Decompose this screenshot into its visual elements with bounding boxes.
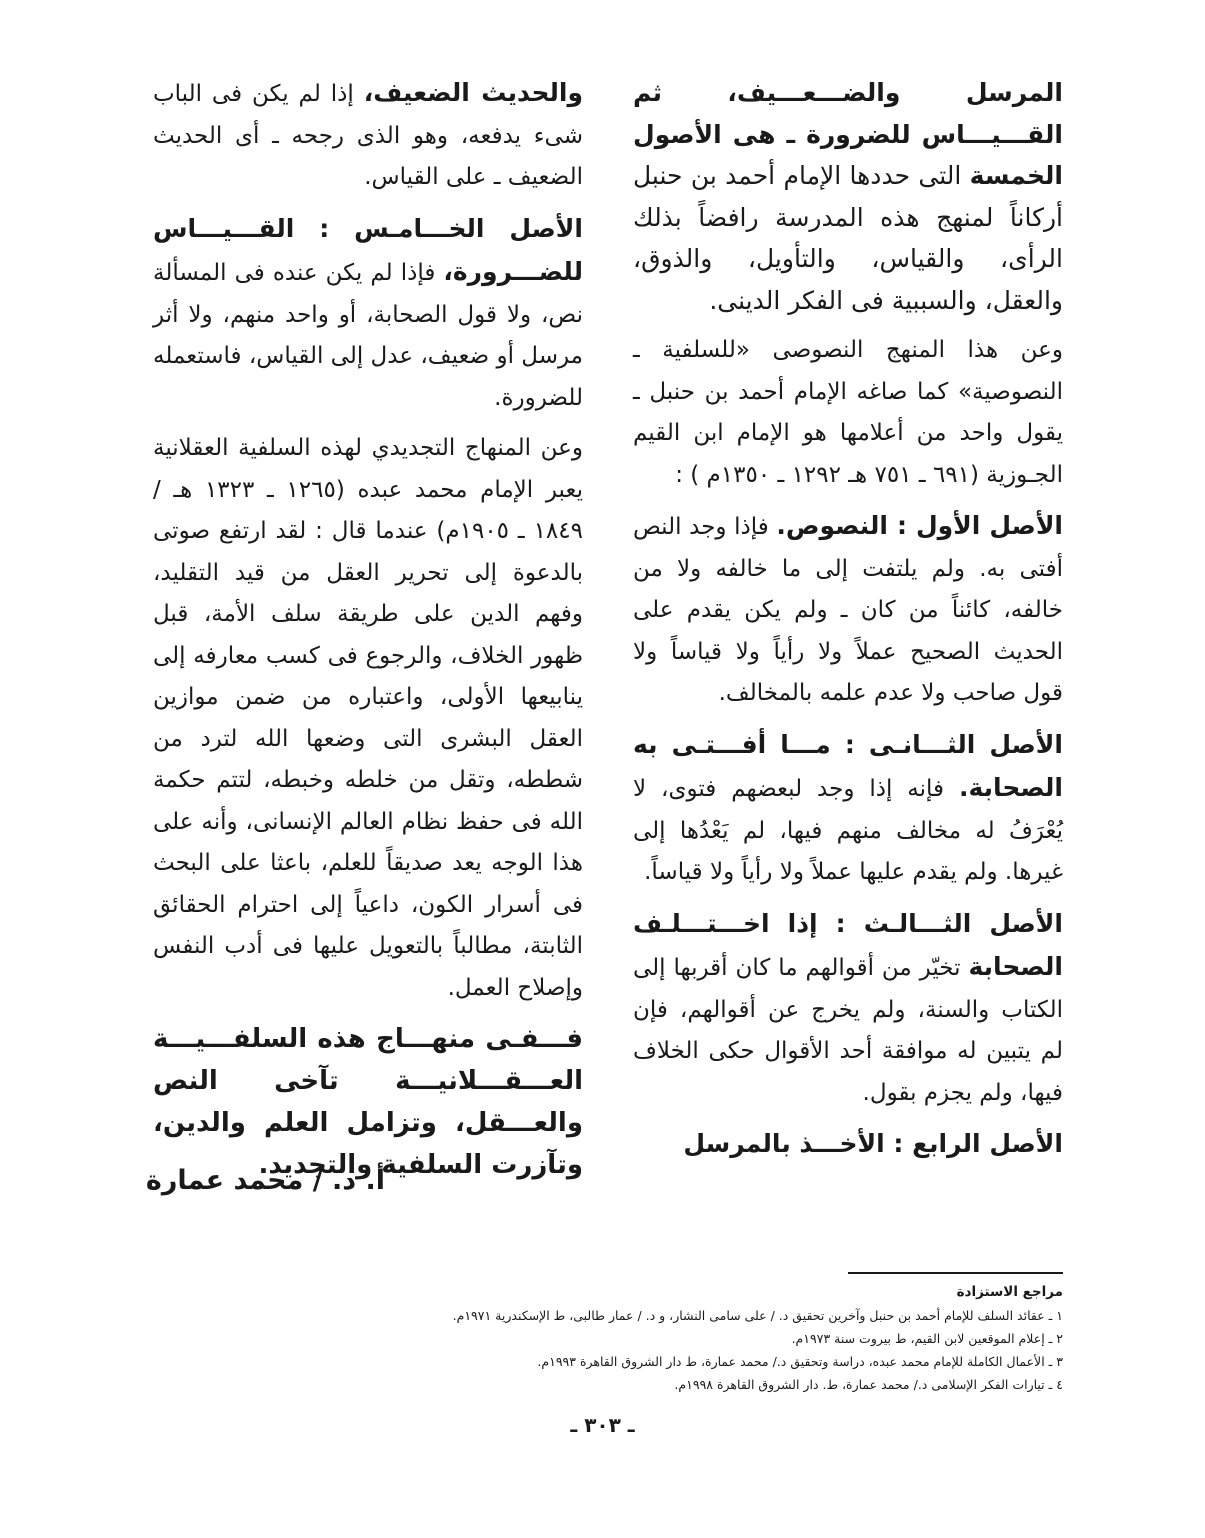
closing-statement: فـــفـى منهـــاج هذه السلفـــيـــة العـــقـــلانيـــة تآخى النص والعـــقل، وتزامل العلم والدين، وتآزرت السلفية والتجديد.	[153, 1024, 583, 1180]
heading-second-principle: الأصل الثـــانـى : مـــا أفـــتـى به الصحابة.	[633, 729, 1063, 802]
page-number: ـ ٣٠٣ ـ	[570, 1413, 635, 1437]
references-title: مراجع الاستزادة	[956, 1284, 1063, 1300]
right-paragraph-5	[633, 903, 1063, 1115]
right-paragraph-1	[633, 72, 1063, 321]
heading-fourth-principle: الأصل الرابع : الأخـــذ بالمرسل	[683, 1129, 1063, 1158]
right-paragraph-4	[633, 724, 1063, 894]
paragraph-text: فإنه إذا وجد لبعضهم فتوى، لا يُعْرَفُ له مخالف منهم فيها، لم يَعْدُها إلى غيرها. ولم يقدم عليها عملاً ولا رأياً ولا قياساً.	[633, 776, 1063, 885]
paragraph-text: فإذا وجد النص أفتى به. ولم يلتفت إلى ما خالفه ولا من خالفه، كائناً من كان ـ ولم يكن يقدم على الحديث الصحيح عملاً ولا رأياً ولا قياساً ولا قول صاحب ولا عدم علمه بالمخالف.	[633, 514, 1063, 706]
left-paragraph-3	[153, 428, 583, 1009]
reference-item: ٢ ـ إعلام الموقعين لابن القيم، ط بيروت سنة ١٩٧٣م.	[791, 1331, 1063, 1346]
right-paragraph-6	[633, 1123, 1063, 1167]
reference-item: ٤ ـ تيارات الفكر الإسلامى د./ محمد عمارة، ط. دار الشروق القاهرة ١٩٩٨م.	[674, 1377, 1063, 1392]
left-paragraph-1	[153, 72, 583, 199]
paragraph-text: وعن هذا المنهج النصوصى «للسلفية ـ النصوصية» كما صاغه الإمام أحمد بن حنبل ـ يقول واحد من أعلامها هو الإمام ابن القيم الجـوزية (٦٩١ ـ ٧٥١ هـ ١٢٩٢ ـ ١٣٥٠م ) :	[633, 337, 1063, 488]
author-signature: أ. د. / محمد عمارة	[145, 1165, 385, 1196]
heading-weak-hadith: والحديث الضعيف،	[363, 78, 583, 107]
footnote-divider	[848, 1272, 1063, 1274]
left-paragraph-2	[153, 208, 583, 420]
paragraph-text: وعن المنهاج التجديدي لهذه السلفية العقلانية يعبر الإمام محمد عبده (١٢٦٥ ـ ١٣٢٣ هـ /١٨٤٩ ـ ١٩٠٥م) عندما قال : لقد ارتفع صوتى بالدعوة إلى تحرير العقل من قيد التقليد، وفهم الدين على طريقة سلف الأمة، قبل ظهور الخلاف، والرجوع فى كسب معارفه إلى ينابيعها الأولى، واعتباره من ضمن موازين العقل البشرى التى وضعها الله لترد من شططه، وتقل من خلطه وخبطه، لتتم حكمة الله فى حفظ نظام العالم الإنسانى، وأنه على هذا الوجه يعد صديقاً للعلم، باعثا على البحث فى أسرار الكون، داعياً إلى احترام الحقائق الثابتة، مطالباً بالتعويل عليها فى أدب النفس وإصلاح العمل.	[153, 435, 583, 1001]
references-section	[283, 1281, 1063, 1396]
right-paragraph-2	[633, 330, 1063, 496]
heading-fifth-principle: الأصل الخـــامـس : القـــيـــاس للضـــرورة،	[153, 213, 583, 286]
heading-mursal-daif-qiyas: المرسل والضـــعـــيف، ثم القـــيـــاس للضرورة ـ هى الأصول الخمسة	[633, 78, 1063, 190]
heading-third-principle: الأصل الثـــالـث : إذا اخـــتـــلـف الصحابة	[633, 908, 1063, 981]
reference-item: ٣ ـ الأعمال الكاملة للإمام محمد عبده، دراسة وتحقيق د./ محمد عمارة، ط دار الشروق القاهرة ١٩٩٣م.	[537, 1354, 1063, 1369]
left-column	[153, 72, 583, 1195]
paragraph-text: تخيّر من أقوالهم ما كان أقربها إلى الكتاب والسنة، ولم يخرج عن أقوالهم، فإن لم يتبين له موافقة أحد الأقوال حكى الخلاف فيها، ولم يجزم بقول.	[633, 955, 1063, 1106]
paragraph-text: إذا لم يكن فى الباب شىء يدفعه، وهو الذى رجحه ـ أى الحديث الضعيف ـ على القياس.	[153, 81, 583, 190]
paragraph-text: فإذا لم يكن عنده فى المسألة نص، ولا قول الصحابة، أو واحد منهم، ولا أثر مرسل أو ضعيف، عدل إلى القياس، فاستعمله للضرورة.	[153, 260, 583, 411]
paragraph-text: التى حددها الإمام أحمد بن حنبل أركاناً لمنهج هذه المدرسة رافضاً بذلك الرأى، والقياس، والتأويل، والذوق، والعقل، والسببية فى الفكر الدينى.	[633, 161, 1063, 315]
reference-item: ١ ـ عقائد السلف للإمام أحمد بن حنبل وآخرين تحقيق د. / على سامى النشار، و د. / عمار طالبى، ط الإسكندرية ١٩٧١م.	[452, 1308, 1063, 1323]
right-column	[633, 72, 1063, 1176]
heading-first-principle: الأصل الأول : النصوص.	[776, 511, 1064, 540]
right-paragraph-3	[633, 505, 1063, 715]
